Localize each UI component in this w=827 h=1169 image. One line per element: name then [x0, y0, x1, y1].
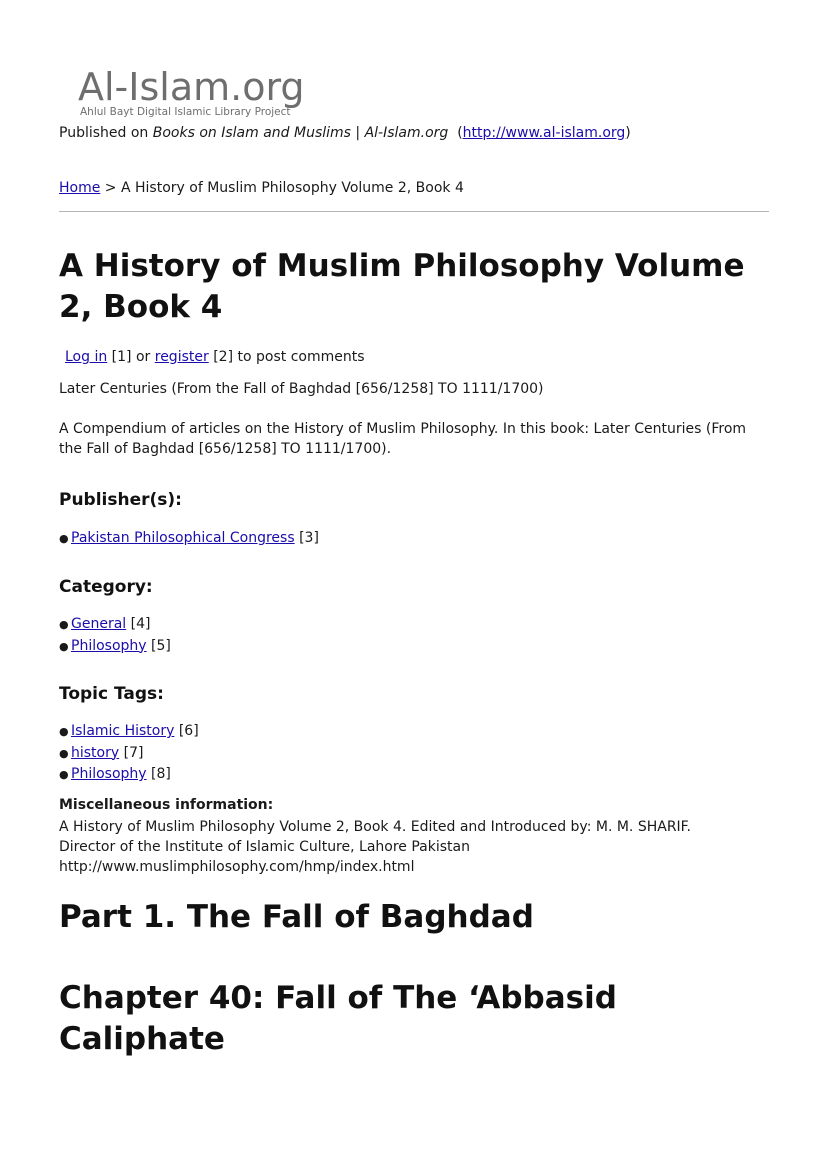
- chapter-heading: Chapter 40: Fall of The ‘Abbasid Caliphate: [59, 980, 617, 1057]
- tag-link-history[interactable]: history: [71, 744, 120, 761]
- post-comments-text: to post comments: [237, 349, 365, 365]
- register-ref: [2]: [213, 349, 234, 365]
- list-item: [59, 743, 199, 765]
- list-item: [59, 528, 319, 550]
- list-item: [59, 764, 199, 786]
- ref-number: [7]: [123, 744, 144, 761]
- page-title: A History of Muslim Philosophy Volume 2, Book 4: [59, 248, 745, 325]
- breadcrumb: [59, 180, 464, 196]
- category-list: [59, 614, 171, 657]
- ref-number: [6]: [178, 723, 199, 739]
- url-open-paren: (: [457, 125, 463, 141]
- ref-number: [5]: [151, 637, 171, 654]
- or-text: or: [135, 349, 151, 365]
- publisher-link[interactable]: Pakistan Philosophical Congress: [71, 530, 295, 546]
- bullet-icon: ●: [59, 639, 69, 653]
- comment-login-line: [65, 349, 365, 365]
- tag-link-philosophy[interactable]: Philosophy: [71, 766, 147, 782]
- publishers-heading: Publisher(s):: [59, 490, 182, 510]
- category-link-philosophy[interactable]: Philosophy: [71, 637, 147, 654]
- register-link[interactable]: register: [154, 349, 209, 365]
- login-ref: [1]: [111, 349, 132, 365]
- logo-tagline: Ahlul Bayt Digital Islamic Library Project: [80, 106, 291, 118]
- bullet-icon: ●: [59, 746, 69, 760]
- misc-heading: Miscellaneous information:: [59, 797, 274, 813]
- url-close-paren: ): [625, 125, 631, 141]
- book-subtitle: Later Centuries (From the Fall of Baghdad [656/1258] TO 1111/1700): [59, 381, 544, 397]
- login-link[interactable]: Log in: [65, 349, 108, 365]
- publishers-list: [59, 528, 319, 550]
- breadcrumb-separator: >: [104, 180, 117, 196]
- part-heading: Part 1. The Fall of Baghdad: [59, 899, 534, 935]
- misc-info: [59, 817, 779, 877]
- breadcrumb-current: A History of Muslim Philosophy Volume 2, Book 4: [120, 180, 464, 196]
- category-heading: Category:: [59, 577, 153, 597]
- misc-line-3: http://www.muslimphilosophy.com/hmp/index.html: [59, 859, 415, 875]
- ref-number: [4]: [130, 616, 151, 632]
- misc-line-1: A History of Muslim Philosophy Volume 2, Book 4. Edited and Introduced by: M. M. SHARIF.: [59, 819, 691, 835]
- list-item: [59, 721, 199, 743]
- published-line: [59, 125, 631, 141]
- breadcrumb-home-link[interactable]: Home: [59, 180, 101, 196]
- ref-number: [8]: [151, 766, 171, 782]
- site-url-link[interactable]: http://www.al-islam.org: [462, 125, 626, 141]
- header-divider: [59, 211, 769, 212]
- site-name: Books on Islam and Muslims | Al-Islam.org: [152, 125, 449, 141]
- category-link-general[interactable]: General: [71, 616, 127, 632]
- logo-graphic: [78, 64, 318, 118]
- topic-tags-list: [59, 721, 199, 786]
- bullet-icon: ●: [59, 532, 69, 545]
- bullet-icon: ●: [59, 725, 69, 738]
- list-item: [59, 636, 171, 658]
- topic-tags-heading: Topic Tags:: [59, 684, 164, 704]
- published-prefix: Published on: [59, 125, 149, 141]
- misc-line-2: Director of the Institute of Islamic Culture, Lahore Pakistan: [59, 839, 470, 855]
- bullet-icon: ●: [59, 618, 69, 631]
- list-item: [59, 614, 171, 636]
- logo-wordmark: Al-Islam.org: [78, 65, 305, 109]
- book-description: A Compendium of articles on the History of Muslim Philosophy. In this book: Later Centuries (From the Fall of Baghdad [656/1258] TO 1111/1700).: [59, 421, 747, 457]
- tag-link-islamic-history[interactable]: Islamic History: [71, 723, 175, 739]
- bullet-icon: ●: [59, 768, 69, 781]
- site-logo[interactable]: [78, 64, 318, 118]
- ref-number: [3]: [299, 530, 319, 546]
